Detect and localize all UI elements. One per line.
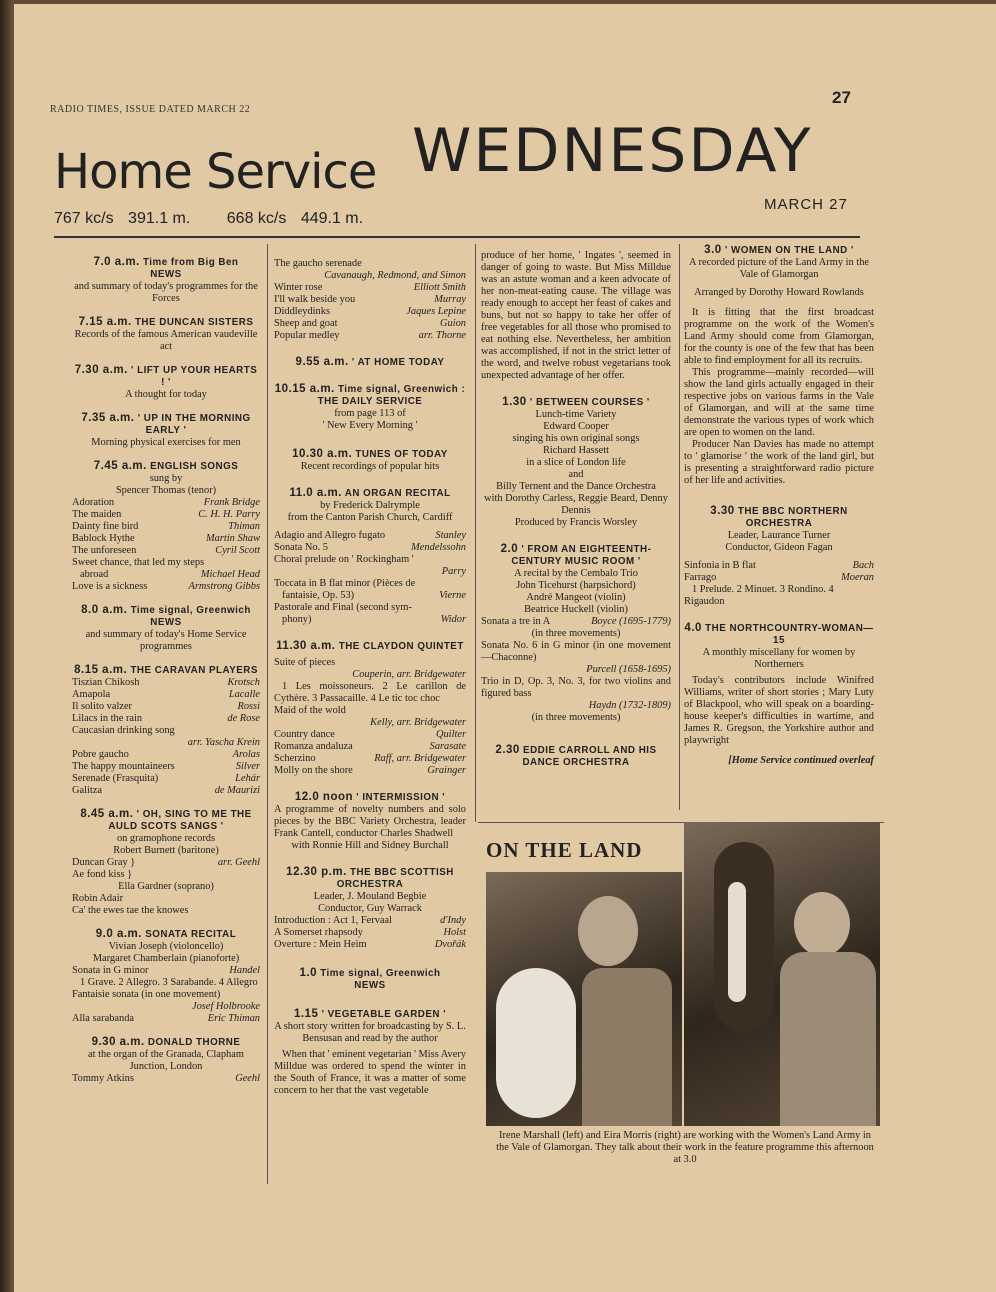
- music-item: The unforeseen Cyril Scott: [72, 545, 260, 556]
- music-item: Il solito valzer Rossi: [72, 701, 260, 712]
- performer: by Frederick Dalrymple: [320, 500, 420, 511]
- listing-text: Arranged by Dorothy Howard Rowlands: [694, 287, 864, 298]
- performer: Robert Burnett (baritone): [113, 845, 219, 856]
- music-item: Toccata in B flat minor (Pièces de: [274, 578, 416, 589]
- issue-date: MARCH 27: [764, 196, 848, 213]
- listing-text: at the organ of the Granada, Clapham Junction, London: [88, 1049, 244, 1072]
- story-text: produce of her home, ' Ingates ', seemed in danger of going to waste. But Miss Milldue was an astute woman and a keen advocate of her non-meat-eating cause. The village was ready enough to accept her feast of cakes and buns, but not so happy to take her offer of free vegetables for all those who promised to eat nothing else. Nevertheless, her ambition was accomplished, if not in the strict letter of the word, and twelve robust vegetarians took unexpected advantage of her offer.: [481, 250, 671, 381]
- listing-heading: 10.30 a.m. TUNES OF TODAY: [292, 448, 448, 460]
- listing-heading: 12.30 p.m. THE BBC SCOTTISH ORCHESTRA: [286, 866, 454, 890]
- listing-heading: 1.0 Time signal, Greenwich: [299, 967, 441, 979]
- music-item: Farrago Moeran: [684, 572, 874, 583]
- music-item: Duncan Gray } Ae fond kiss } arr. Geehl: [72, 857, 260, 880]
- frequency-2: 668 kc/s: [226, 210, 287, 227]
- music-item: Dainty fine bird Thiman: [72, 521, 260, 532]
- producer: Produced by Francis Worsley: [514, 517, 638, 528]
- music-item: The happy mountaineers Silver: [72, 761, 260, 772]
- performer: Margaret Chamberlain (pianoforte): [92, 953, 240, 964]
- day-title: WEDNESDAY: [412, 116, 813, 186]
- listing-text: singing his own original songs: [512, 433, 640, 444]
- performer: with Dorothy Carless, Reggie Beard, Denny Dennis: [484, 493, 668, 516]
- photo-left-woman-with-cow: [486, 872, 682, 1126]
- listing-text: in a slice of London life: [526, 457, 626, 468]
- photo-right-woman-with-horse: [684, 822, 880, 1126]
- performer: Conductor, Gideon Fagan: [725, 542, 833, 553]
- music-item: abroad Michael Head: [80, 569, 260, 580]
- venue: from the Canton Parish Church, Cardiff: [287, 512, 453, 523]
- service-title: Home Service: [54, 144, 377, 200]
- listing-heading: THE DAILY SERVICE: [317, 396, 423, 407]
- music-item: Amapola Lacalle: [72, 689, 260, 700]
- music-item: Love is a sickness Armstrong Gibbs: [72, 581, 260, 592]
- listing-heading: 3.30 THE BBC NORTHERN ORCHESTRA: [710, 505, 848, 529]
- movements: 1 Grave. 2 Allegro. 3 Sarabande. 4 Allegro: [80, 977, 258, 988]
- listing-text: Recent recordings of popular hits: [300, 461, 440, 472]
- music-item: Serenade (Frasquita) Lehár: [72, 773, 260, 784]
- listing-text: A monthly miscellany for women by Northerners: [702, 647, 856, 670]
- music-item: Ca' the ewes tae the knowes: [72, 905, 189, 916]
- composer: Kelly, arr. Bridgewater: [370, 717, 466, 728]
- music-item: Adoration Frank Bridge: [72, 497, 260, 508]
- performer: Leader, Laurance Turner: [727, 530, 831, 541]
- page-number: 27: [832, 88, 851, 107]
- music-item: A Somerset rhapsody Holst: [274, 927, 466, 938]
- listing-heading: 11.0 a.m. AN ORGAN RECITAL: [289, 487, 451, 499]
- music-item: Fantaisie sonata (in one movement): [72, 989, 221, 1000]
- music-item: Pobre gaucho Arolas: [72, 749, 260, 760]
- composer: Purcell (1658-1695): [586, 664, 671, 675]
- performer: Edward Cooper: [543, 421, 609, 432]
- woman-figure-right: [794, 892, 850, 956]
- music-item: Overture : Mein Heim Dvořák: [274, 939, 466, 950]
- music-item: Sweet chance, that led my steps: [72, 557, 205, 568]
- listing-text: and summary of today's Home Service programmes: [85, 629, 247, 652]
- listing-heading: 11.30 a.m. THE CLAYDON QUINTET: [276, 640, 464, 652]
- performer: Conductor, Guy Warrack: [318, 903, 422, 914]
- music-item: Lilacs in the rain de Rose: [72, 713, 260, 724]
- performer: Richard Hassett: [542, 445, 610, 456]
- listing-text: ' New Every Morning ': [322, 420, 418, 431]
- music-item: Country dance Quilter: [274, 729, 466, 740]
- music-item: Pastorale and Final (second sym-: [274, 602, 412, 613]
- music-item: Popular medley arr. Thorne: [274, 330, 466, 341]
- music-item: Robin Adair: [72, 893, 124, 904]
- column-3: [481, 250, 671, 769]
- listing-text: A short story written for broadcasting by S. L. Bensusan and read by the author: [274, 1021, 466, 1044]
- masthead: RADIO TIMES, ISSUE DATED MARCH 22: [50, 104, 251, 115]
- listing-heading: 7.30 a.m. ' LIFT UP YOUR HEARTS ! ': [74, 364, 258, 388]
- listing-heading: 12.0 noon ' INTERMISSION ': [294, 791, 446, 803]
- listing-heading: 3.0 ' WOMEN ON THE LAND ': [704, 244, 854, 256]
- performer: Vivian Joseph (violoncello): [108, 941, 224, 952]
- frequency-1: 767 kc/s: [54, 210, 114, 227]
- listing-text: A programme of novelty numbers and solo pieces by the BBC Variety Orchestra, leader Frank Cantell, conductor Charles Shadwell: [274, 804, 466, 839]
- listing-heading: NEWS: [150, 617, 182, 628]
- listing-heading: 7.45 a.m. ENGLISH SONGS: [93, 460, 239, 472]
- movements: 1 Les moissoneurs. 2 Le carillon de Cythère. 3 Passacaille. 4 Le tic toc choc: [274, 681, 466, 704]
- article-text: Today's contributors include Winifred Williams, writer of short stories ; Mary Luty of Blackpool, who will speak on a boarding-house keeper's difficulties in wartime, and James R. Gregson, the Yorkshire author and playwright: [684, 675, 874, 746]
- article-text: Producer Nan Davies has made no attempt to ' glamorise ' the work of the land girl, but is presenting a straightforward radio picture of her life and activities.: [684, 439, 874, 486]
- listing-text: Morning physical exercises for men: [91, 437, 241, 448]
- music-item: Scherzino Raff, arr. Bridgewater: [274, 753, 466, 764]
- listing-text: A thought for today: [125, 389, 207, 400]
- cow-figure: [496, 968, 576, 1118]
- music-item: phony) Widor: [282, 614, 466, 625]
- story-text: When that ' eminent vegetarian ' Miss Avery Milldue was ordered to spend the winter in the South of France, it was a matter of some concern to her that the vast vegetable: [274, 1049, 466, 1096]
- listing-heading: 2.0 ' FROM AN EIGHTEENTH-CENTURY MUSIC ROOM ': [500, 543, 652, 567]
- performer: André Mangeot (violin): [526, 592, 626, 603]
- music-item: Sonata a tre in A Boyce (1695-1779): [481, 616, 671, 627]
- article-text: This programme—mainly recorded—will show the land girls actually engaged in their respective jobs on various farms in the Vale of Glamorgan, and will at the same time demonstrate the various types of work which are open to women on the land.: [684, 367, 874, 438]
- listing-text: from page 113 of: [334, 408, 406, 419]
- listing-heading: 2.30 EDDIE CARROLL AND HIS DANCE ORCHESTRA: [495, 744, 657, 768]
- performer: Ella Gardner (soprano): [118, 881, 214, 892]
- listing-text: A recital by the Cembalo Trio: [514, 568, 638, 579]
- article-text: It is fitting that the first broadcast programme on the work of the Women's Land Army should come from Glamorgan, for the county is one of the few that has been able to find employment for all its recruits.: [684, 307, 874, 366]
- music-item: Tommy Atkins Geehl: [72, 1073, 260, 1084]
- listing-heading: 8.45 a.m. ' OH, SING TO ME THE AULD SCOTS SANGS ': [80, 808, 252, 832]
- performer: Spencer Thomas (tenor): [115, 485, 217, 496]
- performer: Beatrice Huckell (violin): [524, 604, 628, 615]
- column-divider: [679, 244, 680, 810]
- listing-heading: 9.30 a.m. DONALD THORNE: [91, 1036, 241, 1048]
- music-item: Adagio and Allegro fugato Stanley: [274, 530, 466, 541]
- listing-heading: 8.0 a.m. Time signal, Greenwich: [81, 604, 251, 616]
- listing-text: Lunch-time Variety: [535, 409, 617, 420]
- listing-text: with Ronnie Hill and Sidney Burchall: [291, 840, 449, 851]
- music-item: The gaucho serenade: [274, 258, 362, 269]
- music-item: Choral prelude on ' Rockingham ': [274, 554, 414, 565]
- music-item: Winter rose Elliott Smith: [274, 282, 466, 293]
- continued-note: [Home Service continued overleaf: [728, 755, 874, 766]
- music-item: Maid of the wold: [274, 705, 346, 716]
- listing-heading: 10.15 a.m. Time signal, Greenwich :: [274, 383, 466, 395]
- column-2: [274, 258, 466, 1097]
- composer: Couperin, arr. Bridgewater: [352, 669, 466, 680]
- listing-heading: 7.15 a.m. THE DUNCAN SISTERS: [78, 316, 254, 328]
- column-1: [72, 256, 260, 1085]
- listing-text: A recorded picture of the Land Army in the Vale of Glamorgan: [688, 257, 870, 280]
- music-item: Tiszian Chikosh Krotsch: [72, 677, 260, 688]
- music-item: Molly on the shore Grainger: [274, 765, 466, 776]
- photo-caption: Irene Marshall (left) and Eira Morris (right) are working with the Women's Land Army in the Vale of Glamorgan. They talk about their work in the feature programme this afternoon at 3.0: [496, 1130, 874, 1165]
- music-item: Galitza de Maurizi: [72, 785, 260, 796]
- performer: John Ticehurst (harpsichord): [516, 580, 636, 591]
- column-4: [684, 244, 874, 767]
- listing-heading: 1.30 ' BETWEEN COURSES ': [502, 396, 650, 408]
- composer: Josef Holbrooke: [191, 1001, 260, 1012]
- music-item: Sonata No. 5 Mendelssohn: [274, 542, 466, 553]
- listing-heading: 4.0 THE NORTHCOUNTRY-WOMAN—15: [684, 622, 874, 646]
- music-item: Alla sarabanda Eric Thiman: [72, 1013, 260, 1024]
- wavelength-2: 449.1 m.: [300, 210, 364, 227]
- wavelength-1: 391.1 m.: [128, 210, 191, 227]
- listing-heading: 8.15 a.m. THE CARAVAN PLAYERS: [74, 664, 258, 676]
- listing-heading: 7.35 a.m. ' UP IN THE MORNING EARLY ': [81, 412, 251, 436]
- music-item: The maiden C. H. H. Parry: [72, 509, 260, 520]
- photo-title: ON THE LAND: [486, 838, 643, 862]
- music-item: Sheep and goat Guion: [274, 318, 466, 329]
- movements: (in three movements): [531, 712, 621, 723]
- music-item: Sonata in G minor Handel: [72, 965, 260, 976]
- listing-text: on gramophone records: [116, 833, 216, 844]
- listing-text: and: [568, 469, 584, 480]
- woman-figure-left: [578, 896, 638, 966]
- music-item: Sonata No. 6 in G minor (in one movement—Chaconne): [481, 640, 671, 663]
- music-item: Introduction : Act 1, Fervaal d'Indy: [274, 915, 466, 926]
- music-item: Bablock Hythe Martin Shaw: [72, 533, 260, 544]
- performer: Billy Ternent and the Dance Orchestra: [496, 481, 656, 492]
- music-item: Trio in D, Op. 3, No. 3, for two violins and figured bass: [481, 676, 671, 699]
- coat-figure: [582, 968, 672, 1126]
- music-item: Diddleydinks Jaques Lepine: [274, 306, 466, 317]
- column-divider: [475, 244, 476, 822]
- music-item: I'll walk beside you Murray: [274, 294, 466, 305]
- listing-text: and summary of today's programmes for the Forces: [74, 281, 258, 304]
- listing-heading: 9.55 a.m. ' AT HOME TODAY: [295, 356, 445, 368]
- listing-heading: NEWS: [354, 980, 386, 991]
- composer: Parry: [441, 566, 466, 577]
- listing-heading: 1.15 ' VEGETABLE GARDEN ': [293, 1008, 447, 1020]
- horse-blaze: [728, 882, 746, 1002]
- listing-heading: 9.0 a.m. SONATA RECITAL: [95, 928, 237, 940]
- movements: 1 Prelude. 2 Minuet. 3 Rondino. 4 Rigaudon: [684, 584, 834, 607]
- music-item: Suite of pieces: [274, 657, 336, 668]
- listing-text: sung by: [149, 473, 183, 484]
- composer: arr. Yascha Krein: [187, 737, 260, 748]
- header-rule: [54, 236, 860, 238]
- listing-text: Records of the famous American vaudeville act: [74, 329, 258, 352]
- music-item: Romanza andaluza Sarasate: [274, 741, 466, 752]
- composer: Cavanaugh, Redmond, and Simon: [324, 270, 466, 281]
- music-item: Sinfonia in B flat Bach: [684, 560, 874, 571]
- woman-body-right: [780, 952, 876, 1126]
- page-binding: [0, 0, 14, 1292]
- column-divider: [267, 244, 268, 1184]
- listing-heading: NEWS: [150, 269, 182, 280]
- composer: Haydn (1732-1809): [588, 700, 671, 711]
- music-item: fantaisie, Op. 53) Vierne: [282, 590, 466, 601]
- movements: (in three movements): [531, 628, 621, 639]
- listing-heading: 7.0 a.m. Time from Big Ben: [93, 256, 239, 268]
- music-item: Caucasian drinking song: [72, 725, 175, 736]
- performer: Leader, J. Mouland Begbie: [313, 891, 427, 902]
- frequencies: [54, 210, 373, 228]
